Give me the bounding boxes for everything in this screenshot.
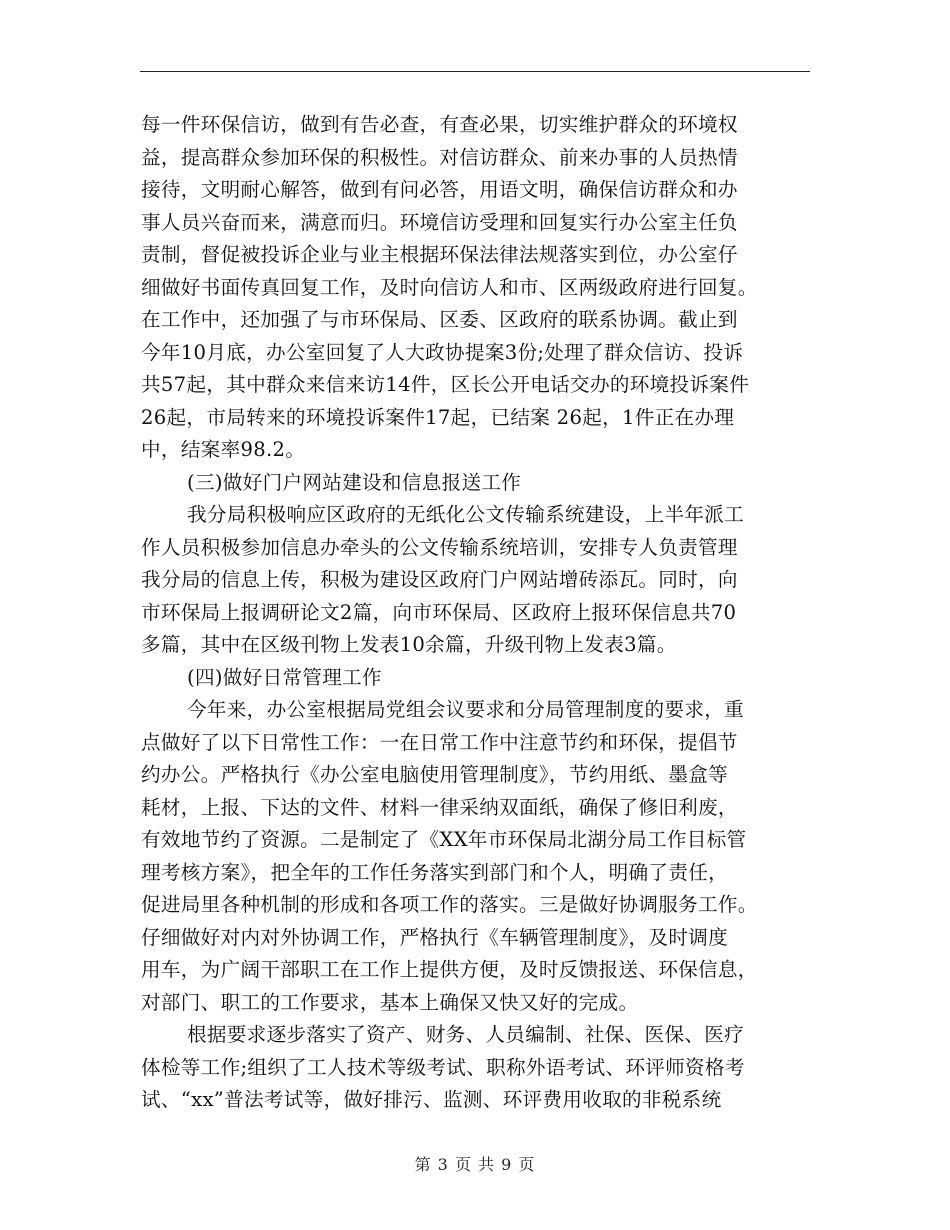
paragraph-start: 今年来，办公室根据局党组会议要求和分局管理制度的要求，重 xyxy=(187,698,745,721)
text-line: 我分局的信息上传，积极为建设区政府门户网站增砖添瓦。同时，向 xyxy=(141,568,738,591)
header-rule xyxy=(140,71,810,72)
text-line: 用车，为广阔干部职工在工作上提供方便，及时反馈报送、环保信息， xyxy=(141,958,758,981)
paragraph-start: 我分局积极响应区政府的无纸化公文传输系统建设，上半年派工 xyxy=(187,503,745,526)
text-line: 今年10月底，办公室回复了人大政协提案3份;处理了群众信访、投诉 xyxy=(141,340,744,364)
document-body xyxy=(141,109,813,1117)
text-line: 耗材，上报、下达的文件、材料一律采纳双面纸，确保了修旧利废， xyxy=(141,795,738,819)
text-line: 细做好书面传真回复工作，及时向信访人和市、区两级政府进行回复。 xyxy=(141,275,758,299)
text-line: 理考核方案》，把全年的工作任务落实到部门和个人，明确了责任， xyxy=(141,860,729,884)
text-line: 有效地节约了资源。二是制定了《XX年市环保局北湖分局工作目标管 xyxy=(141,828,747,851)
section-heading-4: (四)做好日常管理工作 xyxy=(187,665,382,689)
text-line: 促进局里各种机制的形成和各项工作的落实。三是做好协调服务工作。 xyxy=(141,893,758,916)
text-line: 约办公。严格执行《办公室电脑使用管理制度》，节约用纸、墨盒等 xyxy=(141,763,729,786)
text-line: 益，提高群众参加环保的积极性。对信访群众、前来办事的人员热情 xyxy=(141,145,738,169)
text-line: 责制，督促被投诉企业与业主根据环保法律法规落实到位，办公室仔 xyxy=(141,243,738,266)
page-number: 第 3 页 共 9 页 xyxy=(414,1155,536,1174)
text-line: 中，结案率98.2。 xyxy=(141,438,306,461)
paragraph-start: 根据要求逐步落实了资产、财务、人员编制、社保、医保、医疗 xyxy=(187,1023,745,1046)
text-line: 26起，市局转来的环境投诉案件17起，已结案 26起，1件正在办理 xyxy=(141,405,735,429)
text-line: 每一件环保信访，做到有告必查，有查必果，切实维护群众的环境权 xyxy=(141,113,738,136)
text-line: 对部门、职工的工作要求，基本上确保又快又好的完成。 xyxy=(141,990,639,1014)
text-line: 共57起，其中群众来信来访14件，区长公开电话交办的环境投诉案件 xyxy=(141,373,750,396)
text-line: 市环保局上报调研论文2篇，向市环保局、区政府上报环保信息共70 xyxy=(141,600,737,624)
text-line: 点做好了以下日常性工作：一在日常工作中注意节约和环保，提倡节 xyxy=(141,730,738,754)
text-line: 多篇，其中在区级刊物上发表10余篇，升级刊物上发表3篇。 xyxy=(141,633,677,656)
text-line: 仔细做好对内对外协调工作，严格执行《车辆管理制度》，及时调度 xyxy=(141,925,729,949)
text-line: 事人员兴奋而来，满意而归。环境信访受理和回复实行办公室主任负 xyxy=(141,210,738,234)
text-line: 作人员积极参加信息办牵头的公文传输系统培训，安排专人负责管理 xyxy=(141,535,738,559)
section-heading-3: (三)做好门户网站建设和信息报送工作 xyxy=(187,470,522,494)
text-line: 体检等工作;组织了工人技术等级考试、职称外语考试、环评师资格考 xyxy=(141,1055,745,1079)
text-line: 在工作中，还加强了与市环保局、区委、区政府的联系协调。截止到 xyxy=(141,308,738,331)
text-line: 接待，文明耐心解答，做到有问必答，用语文明，确保信访群众和办 xyxy=(141,178,738,201)
text-line: 试、“xx”普法考试等，做好排污、监测、环评费用收取的非税系统 xyxy=(141,1088,722,1111)
